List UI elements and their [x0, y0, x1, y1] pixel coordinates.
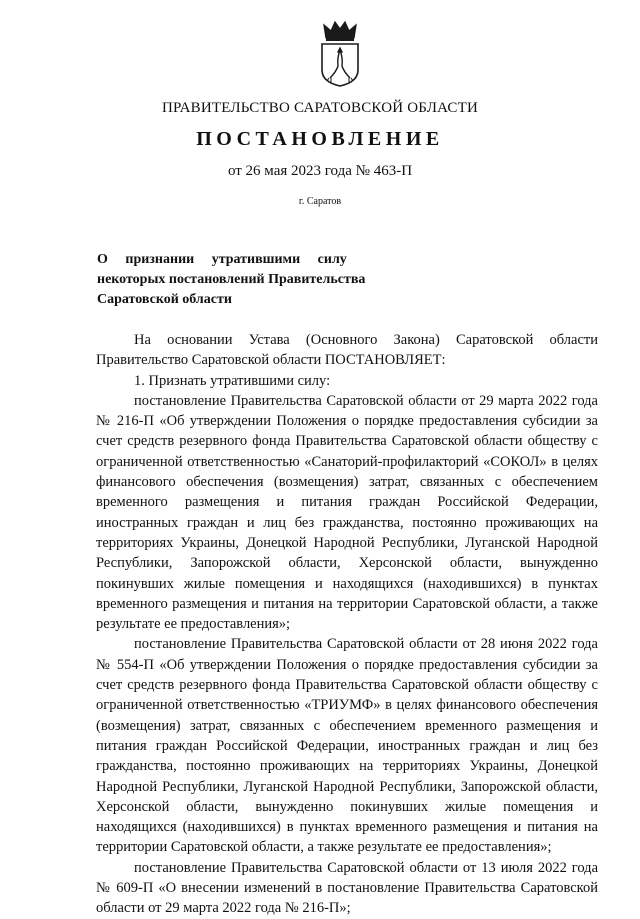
- document-subject: [97, 250, 366, 310]
- document-city: г. Саратов: [298, 196, 342, 207]
- subject-line: Саратовской области: [97, 292, 232, 307]
- subject-line: О признании утратившими силу: [97, 252, 347, 267]
- body-paragraph: На основании Устава (Основного Закона) Саратовской области Правительство Саратовской области ПОСТАНОВЛЯЕТ:: [96, 332, 598, 369]
- body-paragraph: постановление Правительства Саратовской области от 13 июля 2022 года № 609-П «О внесении изменений в постановление Правительства Саратовской области от 29 марта 2022 года № 216-П»;: [96, 859, 598, 917]
- coat-of-arms-icon: [316, 18, 364, 88]
- body-paragraph: постановление Правительства Саратовской области от 29 марта 2022 года № 216-П «Об утверждении Положения о порядке предоставления субсидии за счет средств резервного фонда Правительства Саратовской области обществу с ограниченной ответственностью «Санаторий-профилакторий «СОКОЛ» в целях финансового обеспечения (возмещения) затрат, связанных с обеспечением временного размещения и питания граждан Российской Федерации, иностранных граждан и лиц без гражданства, постоянно проживающих на территориях Украины, Донецкой Народной Республики, Луганской Народной Республики, Запорожской области, Херсонской области, вынужденно покинувших жилые помещения и находящихся (находившихся) в пунктах временного размещения и питания на территории Саратовской области, а также результате ее предоставления»;: [96, 392, 598, 633]
- government-name: ПРАВИТЕЛЬСТВО САРАТОВСКОЙ ОБЛАСТИ: [161, 100, 479, 116]
- subject-line: некоторых постановлений Правительства: [97, 272, 366, 287]
- body-paragraph: 1. Признать утратившими силу:: [134, 372, 331, 389]
- document-date-number: от 26 мая 2023 года № 463-П: [227, 163, 413, 179]
- document-type: ПОСТАНОВЛЕНИЕ: [196, 128, 444, 150]
- document-body: [96, 330, 598, 919]
- body-paragraph: постановление Правительства Саратовской области от 28 июня 2022 года № 554-П «Об утверждении Положения о порядке предоставления субсидии за счет средств резервного фонда Правительства Саратовской области обществу с ограниченной ответственностью «ТРИУМФ» в целях финансового обеспечения (возмещения) затрат, связанных с обеспечением временного размещения и питания граждан Российской Федерации, иностранных граждан и лиц без гражданства, постоянно проживающих на территориях Украины, Донецкой Народной Республики, Луганской Народной Республики, Запорожской области, Херсонской области, вынужденно покинувших жилые помещения и находящихся (находившихся) в пунктах временного размещения и питания на территории Саратовской области, а также результате ее предоставления»;: [96, 636, 598, 856]
